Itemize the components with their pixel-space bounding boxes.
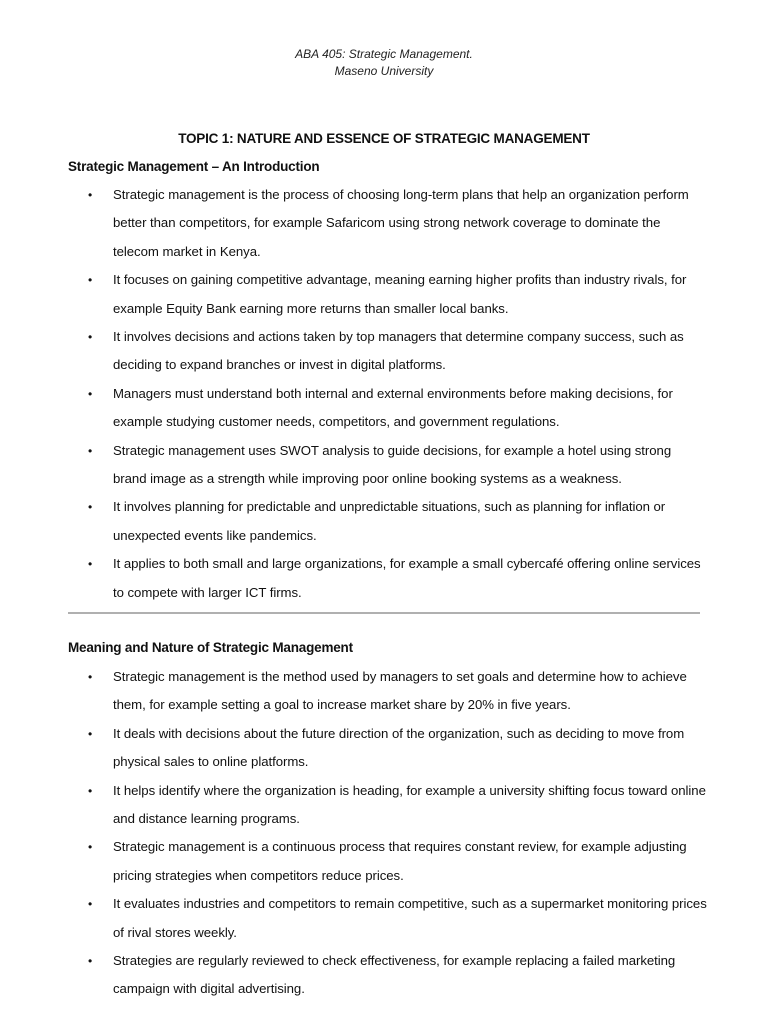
list-item [88, 777, 708, 834]
horizontal-divider [68, 612, 700, 614]
course-title: ABA 405: Strategic Management. [295, 47, 473, 61]
list-item [88, 550, 708, 607]
bullet-list-introduction [88, 181, 708, 607]
list-item [88, 720, 708, 777]
bullet-icon: • [88, 954, 93, 969]
bullet-icon: • [88, 557, 93, 572]
list-item [88, 947, 708, 1004]
bullet-icon: • [88, 330, 93, 345]
bullet-icon: • [88, 443, 93, 458]
list-item-text: Managers must understand both internal and external environments before making decisions, for example studying customer needs, competitors, and government regulations. [113, 385, 673, 430]
list-item-text: Strategic management is the method used by managers to set goals and determine how to achieve them, for example setting a goal to increase market share by 20% in five years. [113, 669, 687, 713]
bullet-icon: • [88, 840, 93, 855]
bullet-icon: • [88, 273, 93, 288]
list-item-text: Strategies are regularly reviewed to check effectiveness, for example replacing a failed marketing campaign with digital advertising. [113, 953, 676, 997]
bullet-icon: • [88, 783, 93, 798]
section-heading-meaning-nature: Meaning and Nature of Strategic Management [68, 640, 353, 655]
bullet-icon: • [88, 386, 93, 401]
list-item-text: It helps identify where the organization is heading, for example a university shifting focus toward online and distance learning programs. [113, 782, 706, 827]
list-item [88, 181, 708, 266]
list-item-text: Strategic management is the process of choosing long-term plans that help an organization perform better than competitors, for example Safaricom using strong network coverage to dominate the telecom market in Kenya. [113, 187, 689, 259]
list-item [88, 833, 708, 890]
document-header [0, 46, 768, 80]
bullet-icon: • [88, 670, 93, 684]
university-name: Maseno University [334, 64, 434, 78]
bullet-icon: • [88, 897, 93, 912]
list-item-text: Strategic management uses SWOT analysis to guide decisions, for example a hotel using strong brand image as a strength while improving poor online booking systems as a weakness. [113, 442, 672, 487]
list-item [88, 266, 708, 323]
topic-title: TOPIC 1: NATURE AND ESSENCE OF STRATEGIC MANAGEMENT [178, 131, 590, 146]
list-item-text: It involves decisions and actions taken by top managers that determine company success, such as deciding to expand branches or invest in digital platforms. [113, 329, 684, 373]
bullet-icon: • [88, 188, 93, 202]
list-item-text: It deals with decisions about the future direction of the organization, such as deciding to move from physical sales to online platforms. [113, 725, 685, 770]
list-item [88, 380, 708, 437]
list-item-text: It applies to both small and large organizations, for example a small cybercafé offering online services to compete with larger ICT firms. [113, 556, 701, 600]
list-item [88, 890, 708, 947]
list-item-text: It focuses on gaining competitive advantage, meaning earning higher profits than industry rivals, for example Equity Bank earning more returns than smaller local banks. [113, 272, 687, 316]
bullet-icon: • [88, 726, 93, 741]
list-item [88, 437, 708, 494]
list-item-text: It evaluates industries and competitors to remain competitive, such as a supermarket monitoring prices of rival stores weekly. [113, 896, 707, 940]
bullet-list-meaning-nature [88, 663, 708, 1004]
list-item [88, 493, 708, 550]
section-heading-introduction: Strategic Management – An Introduction [68, 159, 320, 174]
bullet-icon: • [88, 500, 93, 515]
list-item [88, 323, 708, 380]
list-item-text: Strategic management is a continuous process that requires constant review, for example adjusting pricing strategies when competitors reduce prices. [113, 839, 687, 883]
list-item [88, 663, 708, 720]
list-item-text: It involves planning for predictable and unpredictable situations, such as planning for inflation or unexpected events like pandemics. [113, 499, 666, 543]
